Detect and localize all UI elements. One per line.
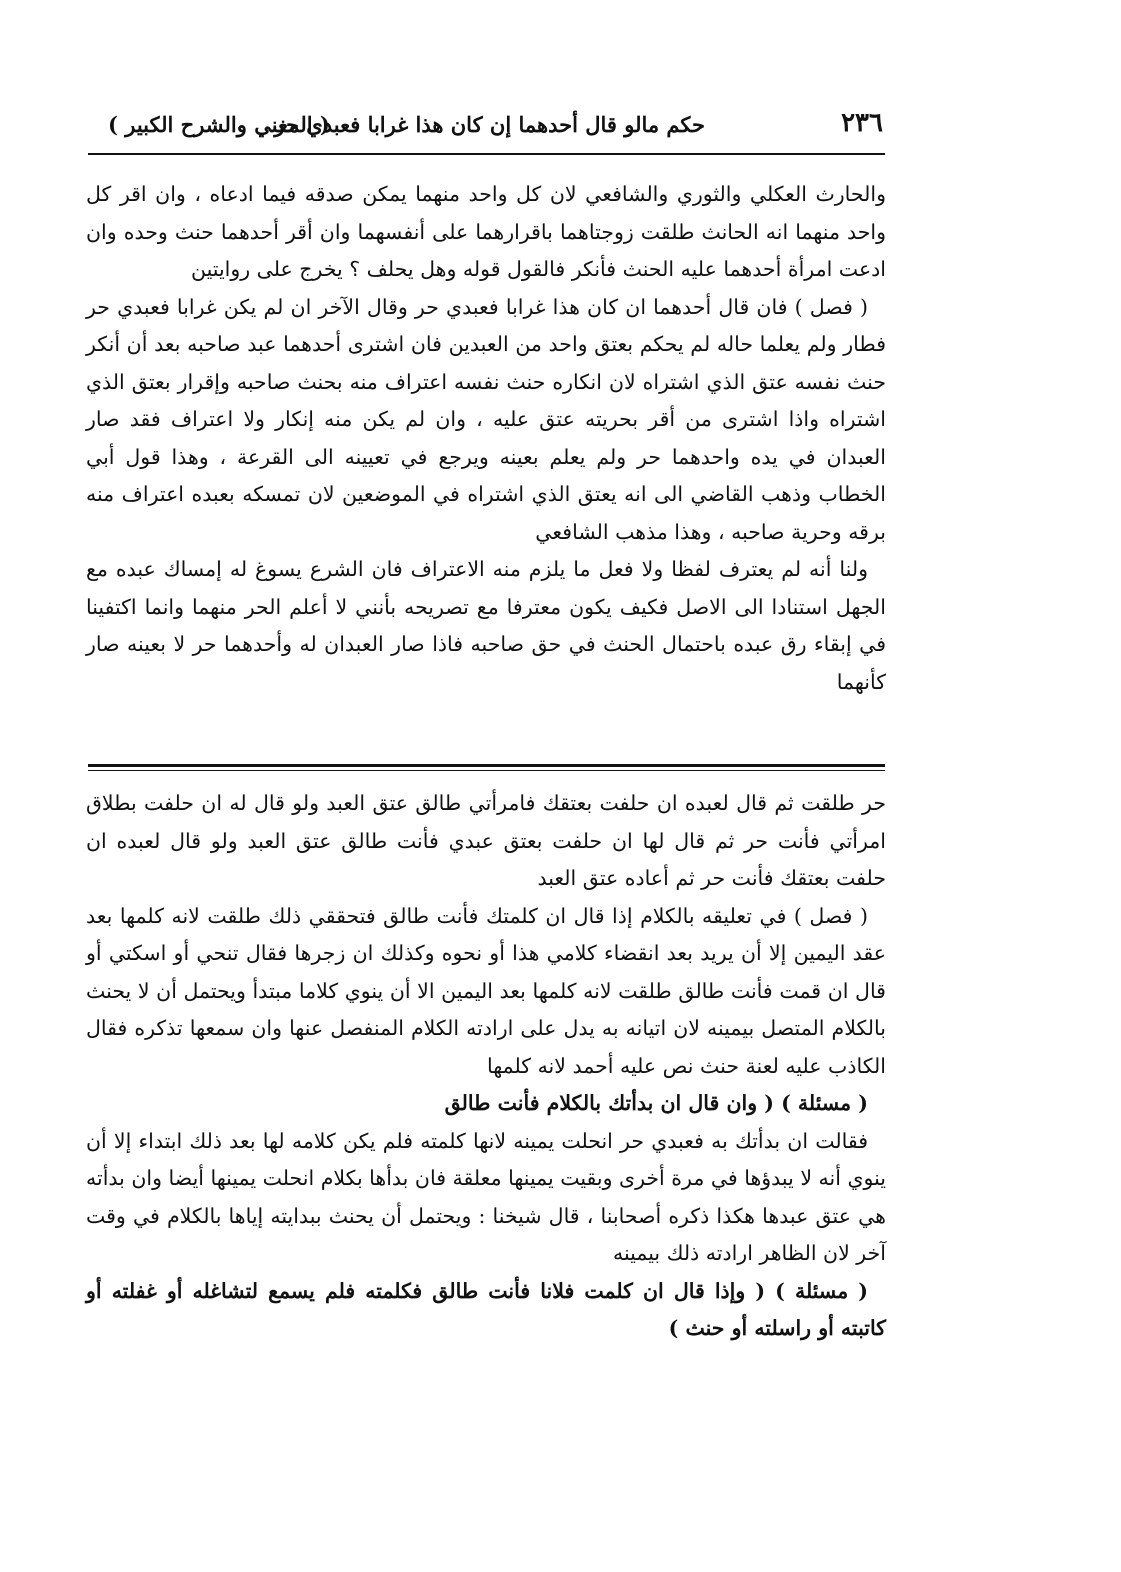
masala-heading: ( مسئلة ) ( وان قال ان بدأتك بالكلام فأنت طالق — [444, 1091, 868, 1115]
header-rule — [88, 153, 885, 155]
masala-heading: ( مسئلة ) ( وإذا قال ان كلمت فلانا فأنت طالق فكلمته فلم يسمع لتشاغله أو غفلته أو كاتبته أو راسلته أو حنث ) — [86, 1278, 886, 1340]
main-paragraph: والحارث العكلي والثوري والشافعي لان كل واحد منهما يمكن صدقه فيما ادعاه ، وان اقر كل واحد منهما انه الحانث طلقت زوجتاهما باقرارهما على أنفسهما وان أقر أحدهما حنث وحده وان ادعت امرأة أحدهما عليه الحنث فأنكر فالقول قوله وهل يحلف ؟ يخرج على روايتين — [86, 182, 886, 281]
commentary-text — [86, 785, 886, 1348]
footnote-separator — [88, 764, 885, 767]
main-text — [86, 176, 886, 701]
book-title: ( المغني والشرح الكبير ) — [108, 112, 330, 137]
running-title: حكم مالو قال أحدهما إن كان هذا غرابا فعبدي حر — [274, 112, 705, 137]
commentary-paragraph: حر طلقت ثم قال لعبده ان حلفت بعتقك فامرأتي طالق عتق العبد ولو قال له ان حلفت بطلاق امرأتي فأنت حر ثم قال لها ان حلفت بعتق عبدي فأنت طالق عتق العبد ولو قال لعبده ان حلفت بعتقك فأنت حر ثم أعاده عتق العبد — [86, 791, 886, 890]
commentary-paragraph: ( فصل ) في تعليقه بالكلام إذا قال ان كلمتك فأنت طالق فتحققي ذلك طلقت لانه كلمها بعد عقد اليمين إلا أن يريد بعد انقضاء كلامي هذا أو نحوه وكذلك ان زجرها فقال تنحي أو اسكتي أو قال ان قمت فأنت طالق طلقت لانه كلمها بعد اليمين الا أن ينوي كلاما مبتدأ ويحتمل أن لا يحنث بالكلام المتصل بيمينه لان اتيانه به يدل على ارادته الكلام المنفصل عنها وان سمعها تذكره فقال الكاذب عليه لعنة حنث نص عليه أحمد لانه كلمها — [86, 903, 886, 1078]
page-number: ٢٣٦ — [841, 108, 883, 138]
commentary-paragraph: فقالت ان بدأتك به فعبدي حر انحلت يمينه لانها كلمته فلم يكن كلامه لها بعد ذلك ابتداء إلا أن ينوي أنه لا يبدؤها في مرة أخرى وبقيت يمينها معلقة فان بدأها بكلام انحلت يمينها أيضا وان بدأته هي عتق عبدها هكذا ذكره أصحابنا ، قال شيخنا : ويحتمل أن يحنث ببدايته إياها بالكلام في وقت آخر لان الظاهر ارادته ذلك بيمينه — [86, 1128, 886, 1265]
page-header — [88, 108, 883, 152]
main-paragraph: ( فصل ) فان قال أحدهما ان كان هذا غرابا فعبدي حر وقال الآخر ان لم يكن غرابا فعبدي حر فطار ولم يعلما حاله لم يحكم بعتق واحد من العبدين فان اشترى أحدهما عبد صاحبه بعد أن أنكر حنث نفسه عتق الذي اشتراه لان انكاره حنث نفسه اعتراف منه بحنث صاحبه وإقرار بعتق الذي اشتراه واذا اشترى من أقر بحريته عتق عليه ، وان لم يكن منه إنكار ولا اعتراف فقد صار العبدان في يده واحدهما حر ولم يعلم بعينه ويرجع في تعيينه الى القرعة ، وهذا قول أبي الخطاب وذهب القاضي الى انه يعتق الذي اشتراه في الموضعين لان تمسكه بعبده اعتراف منه برقه وحرية صاحبه ، وهذا مذهب الشافعي — [86, 294, 886, 544]
main-paragraph: ولنا أنه لم يعترف لفظا ولا فعل ما يلزم منه الاعتراف فان الشرع يسوغ له إمساك عبده مع الجهل استنادا الى الاصل فكيف يكون معترفا مع تصريحه بأنني لا أعلم الحر منهما وانما اكتفينا في إبقاء رق عبده باحتمال الحنث في حق صاحبه فاذا صار العبدان له وأحدهما حر لا بعينه صار كأنهما — [86, 557, 886, 694]
footnote-separator-thin — [88, 770, 885, 771]
